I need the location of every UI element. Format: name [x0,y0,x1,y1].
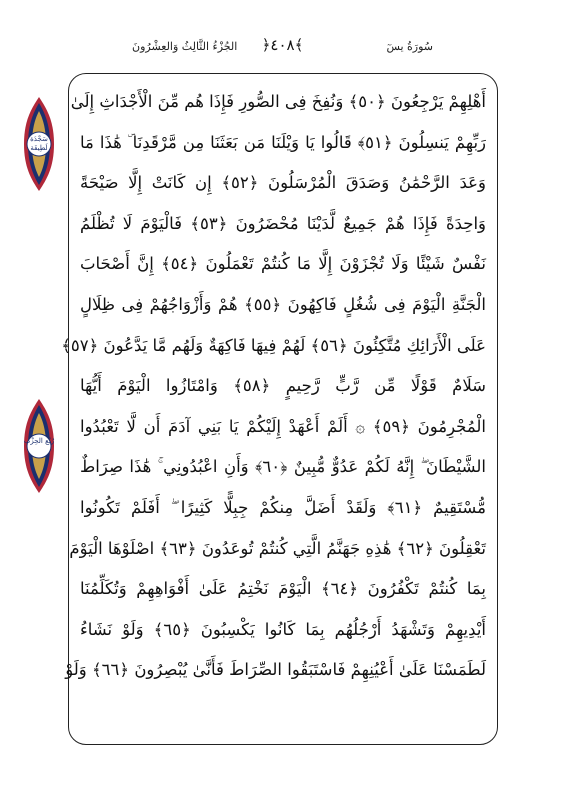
quran-text [61,82,487,732]
text-line: نَفْسٌ شَيْئًا وَلَا تُجْزَوْنَ إِلَّا مَا كُنتُمْ تَعْمَلُونَ ﴿٥٤﴾ إِنَّ أَصْحَابَ [80,254,487,274]
text-line: وَاحِدَةً فَإِذَا هُمْ جَمِيعٌ لَّدَيْنَا مُحْضَرُونَ ﴿٥٣﴾ فَالْيَوْمَ لَا تُظْلَمُ [80,213,486,233]
text-line: الشَّيْطَانَ ۖ إِنَّهُ لَكُمْ عَدُوٌّ مُّبِينٌ ﴿٦٠﴾ وَأَنِ اعْبُدُونِي ۚ هَٰذَا صِرَاطٌ [80,457,486,477]
surah-name: سُورَةُ يسٓ [386,40,433,53]
text-line: بِمَا كُنتُمْ تَكْفُرُونَ ﴿٦٤﴾ الْيَوْمَ نَخْتِمُ عَلَىٰ أَفْوَاهِهِمْ وَتُكَلِّمُنَا [80,579,486,599]
text-line: وَعَدَ الرَّحْمَٰنُ وَصَدَقَ الْمُرْسَلُونَ ﴿٥٢﴾ إِن كَانَتْ إِلَّا صَيْحَةً [80,173,486,193]
rub-hizb-marker-badge [22,397,56,495]
text-line: تَعْقِلُونَ ﴿٦٢﴾ هَٰذِهِ جَهَنَّمُ الَّتِي كُنتُمْ تُوعَدُونَ ﴿٦٣﴾ اصْلَوْهَا الْيَوْمَ [69,538,486,558]
rub-hizb-marker-label: رُبْع الحِزْب [23,437,55,445]
page-number: ﴿٤٠٨﴾ [261,36,304,54]
ornament-icon [22,397,56,495]
text-line: مُّسْتَقِيمٌ ﴿٦١﴾ وَلَقَدْ أَضَلَّ مِنكُمْ جِبِلًّا كَثِيرًا ۖ أَفَلَمْ تَكُونُوا [80,497,486,517]
juz-label: الجُزْءُ الثَّالِثُ وَالعِشْرُونَ [132,40,238,53]
sajdah-marker-badge [22,95,56,193]
text-line: الْمُجْرِمُونَ ﴿٥٩﴾ ۞ أَلَمْ أَعْهَدْ إِلَيْكُمْ يَا بَنِي آدَمَ أَن لَّا تَعْبُدُوا [80,416,486,436]
text-line: الْجَنَّةِ الْيَوْمَ فِى شُغُلٍ فَاكِهُونَ ﴿٥٥﴾ هُمْ وَأَزْوَاجُهُمْ فِى ظِلَالٍ [80,294,486,314]
text-line: أَهْلِهِمْ يَرْجِعُونَ ﴿٥٠﴾ وَنُفِخَ فِى الصُّورِ فَإِذَا هُم مِّنَ الْأَجْدَاثِ إِلَىٰ [70,92,486,111]
text-line: لَطَمَسْنَا عَلَىٰ أَعْيُنِهِمْ فَاسْتَبَقُوا الصِّرَاطَ فَأَنَّىٰ يُبْصِرُونَ ﴿٦٦﴾ وَلَوْ [65,660,486,680]
sajdah-marker-label: سَجْدَة لَطِيفَة [30,135,48,152]
text-line: سَلَامٌ قَوْلًا مِّن رَّبٍّ رَّحِيمٍ ﴿٥٨﴾ وَامْتَازُوا الْيَوْمَ أَيُّهَا [80,376,486,396]
page-header [0,34,565,62]
text-line: أَيْدِيهِمْ وَتَشْهَدُ أَرْجُلُهُم بِمَا كَانُوا يَكْسِبُونَ ﴿٦٥﴾ وَلَوْ نَشَاءُ [80,619,486,639]
text-line: عَلَى الْأَرَائِكِ مُتَّكِئُونَ ﴿٥٦﴾ لَهُمْ فِيهَا فَاكِهَةٌ وَلَهُم مَّا يَدَّعُونَ ﴿٥٧﴾ [61,335,486,355]
text-line: رَبِّهِمْ يَنسِلُونَ ﴿٥١﴾ قَالُوا يَا وَيْلَنَا مَن بَعَثَنَا مِن مَّرْقَدِنَا ۜ هَٰذَا مَا [80,132,487,152]
